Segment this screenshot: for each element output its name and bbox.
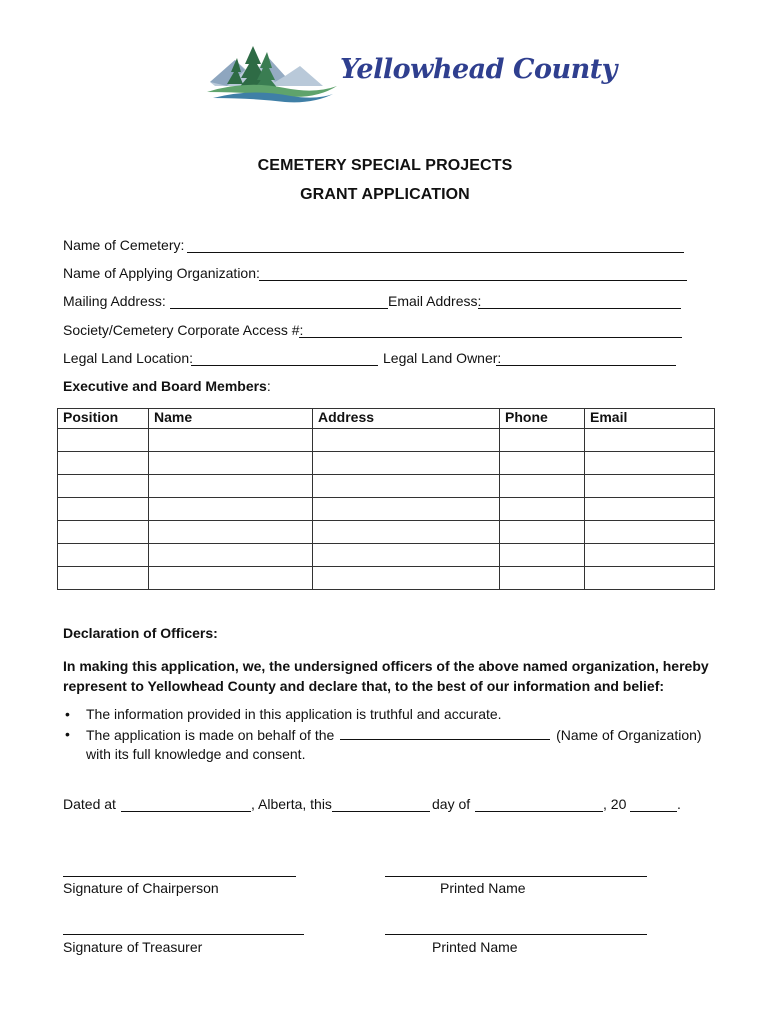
list-item xyxy=(62,725,702,765)
members-heading-text: Executive and Board Members xyxy=(63,378,267,394)
cell-phone[interactable] xyxy=(500,452,585,475)
month-field[interactable] xyxy=(475,811,603,812)
cell-address[interactable] xyxy=(313,544,500,567)
cell-name[interactable] xyxy=(149,475,313,498)
mailing-address-label: Mailing Address: xyxy=(63,293,166,309)
cell-email[interactable] xyxy=(585,498,715,521)
bullet1-text: The information provided in this application is truthful and accurate. xyxy=(86,706,502,722)
table-row xyxy=(58,521,715,544)
corporate-access-field[interactable] xyxy=(299,337,682,338)
logo-mark-icon xyxy=(205,42,340,104)
chair-signature-label: Signature of Chairperson xyxy=(63,880,219,896)
table-row xyxy=(58,429,715,452)
column-header-address: Address xyxy=(313,409,500,429)
legal-land-owner-label: Legal Land Owner: xyxy=(383,350,502,366)
cell-position[interactable] xyxy=(58,452,149,475)
cell-name[interactable] xyxy=(149,521,313,544)
corporate-access-label: Society/Cemetery Corporate Access #: xyxy=(63,322,304,338)
chair-signature-field[interactable] xyxy=(63,876,296,877)
bullet2-text-start: The application is made on behalf of the xyxy=(86,726,335,743)
cell-address[interactable] xyxy=(313,475,500,498)
table-row xyxy=(58,452,715,475)
day-of-label: day of xyxy=(432,796,471,812)
legal-land-location-field[interactable] xyxy=(191,365,378,366)
cell-phone[interactable] xyxy=(500,567,585,590)
cell-email[interactable] xyxy=(585,475,715,498)
mailing-address-field[interactable] xyxy=(170,308,388,309)
declaration-list xyxy=(62,705,702,765)
logo-text: Yellowhead County xyxy=(340,54,617,85)
cell-name[interactable] xyxy=(149,544,313,567)
table-row xyxy=(58,544,715,567)
cell-position[interactable] xyxy=(58,544,149,567)
cell-name[interactable] xyxy=(149,452,313,475)
cemetery-name-label: Name of Cemetery: xyxy=(63,237,185,253)
year-field[interactable] xyxy=(630,811,677,812)
cell-position[interactable] xyxy=(58,498,149,521)
treasurer-printed-name-field[interactable] xyxy=(385,934,647,935)
page-subtitle: GRANT APPLICATION xyxy=(300,186,470,203)
page-title: CEMETERY SPECIAL PROJECTS xyxy=(257,157,513,174)
day-field[interactable] xyxy=(332,811,430,812)
table-row xyxy=(58,567,715,590)
cell-email[interactable] xyxy=(585,544,715,567)
cell-phone[interactable] xyxy=(500,498,585,521)
cemetery-name-field[interactable] xyxy=(187,252,684,253)
cell-address[interactable] xyxy=(313,498,500,521)
cell-address[interactable] xyxy=(313,452,500,475)
email-address-field[interactable] xyxy=(478,308,681,309)
members-table xyxy=(57,408,715,590)
column-header-email: Email xyxy=(585,409,715,429)
cell-email[interactable] xyxy=(585,429,715,452)
cell-phone[interactable] xyxy=(500,475,585,498)
applying-org-field[interactable] xyxy=(259,280,687,281)
cell-phone[interactable] xyxy=(500,521,585,544)
legal-land-owner-field[interactable] xyxy=(496,365,676,366)
cell-phone[interactable] xyxy=(500,429,585,452)
cell-name[interactable] xyxy=(149,429,313,452)
cell-email[interactable] xyxy=(585,567,715,590)
declaration-intro-line1: In making this application, we, the undersigned officers of the above named organization, hereby xyxy=(63,658,709,674)
organization-name-field[interactable] xyxy=(340,725,550,740)
county-logo xyxy=(205,42,617,106)
cell-position[interactable] xyxy=(58,429,149,452)
applying-org-label: Name of Applying Organization: xyxy=(63,265,260,281)
cell-address[interactable] xyxy=(313,521,500,544)
declaration-heading: Declaration of Officers: xyxy=(63,625,218,641)
cell-position[interactable] xyxy=(58,521,149,544)
column-header-phone: Phone xyxy=(500,409,585,429)
members-table-body xyxy=(58,429,715,590)
column-header-name: Name xyxy=(149,409,313,429)
table-header-row xyxy=(58,409,715,429)
cell-position[interactable] xyxy=(58,475,149,498)
cell-email[interactable] xyxy=(585,452,715,475)
cell-email[interactable] xyxy=(585,521,715,544)
dated-place-field[interactable] xyxy=(121,811,251,812)
treasurer-signature-label: Signature of Treasurer xyxy=(63,939,203,955)
bullet-icon: • xyxy=(65,706,70,722)
table-row xyxy=(58,498,715,521)
cell-position[interactable] xyxy=(58,567,149,590)
cell-address[interactable] xyxy=(313,567,500,590)
alberta-this-label: , Alberta, this xyxy=(251,796,332,812)
chair-printed-name-field[interactable] xyxy=(385,876,647,877)
treasurer-signature-field[interactable] xyxy=(63,934,304,935)
list-item xyxy=(62,705,702,725)
cell-name[interactable] xyxy=(149,567,313,590)
bullet2-text-cont: with its full knowledge and consent. xyxy=(86,746,306,762)
members-heading xyxy=(63,378,271,394)
treasurer-printed-name-label: Printed Name xyxy=(432,939,518,955)
members-heading-colon: : xyxy=(266,378,271,394)
bullet-icon: • xyxy=(65,725,70,742)
year-prefix-label: , 20 xyxy=(603,796,627,812)
dated-end: . xyxy=(677,796,681,812)
dated-at-label: Dated at xyxy=(63,796,116,812)
table-row xyxy=(58,475,715,498)
cell-address[interactable] xyxy=(313,429,500,452)
cell-name[interactable] xyxy=(149,498,313,521)
declaration-intro-line2: represent to Yellowhead County and declare that, to the best of our information and belief: xyxy=(63,678,665,694)
chair-printed-name-label: Printed Name xyxy=(440,880,526,896)
email-address-label: Email Address: xyxy=(388,293,482,309)
column-header-position: Position xyxy=(58,409,149,429)
cell-phone[interactable] xyxy=(500,544,585,567)
bullet2-text-end: (Name of Organization) xyxy=(556,726,702,743)
legal-land-location-label: Legal Land Location: xyxy=(63,350,193,366)
